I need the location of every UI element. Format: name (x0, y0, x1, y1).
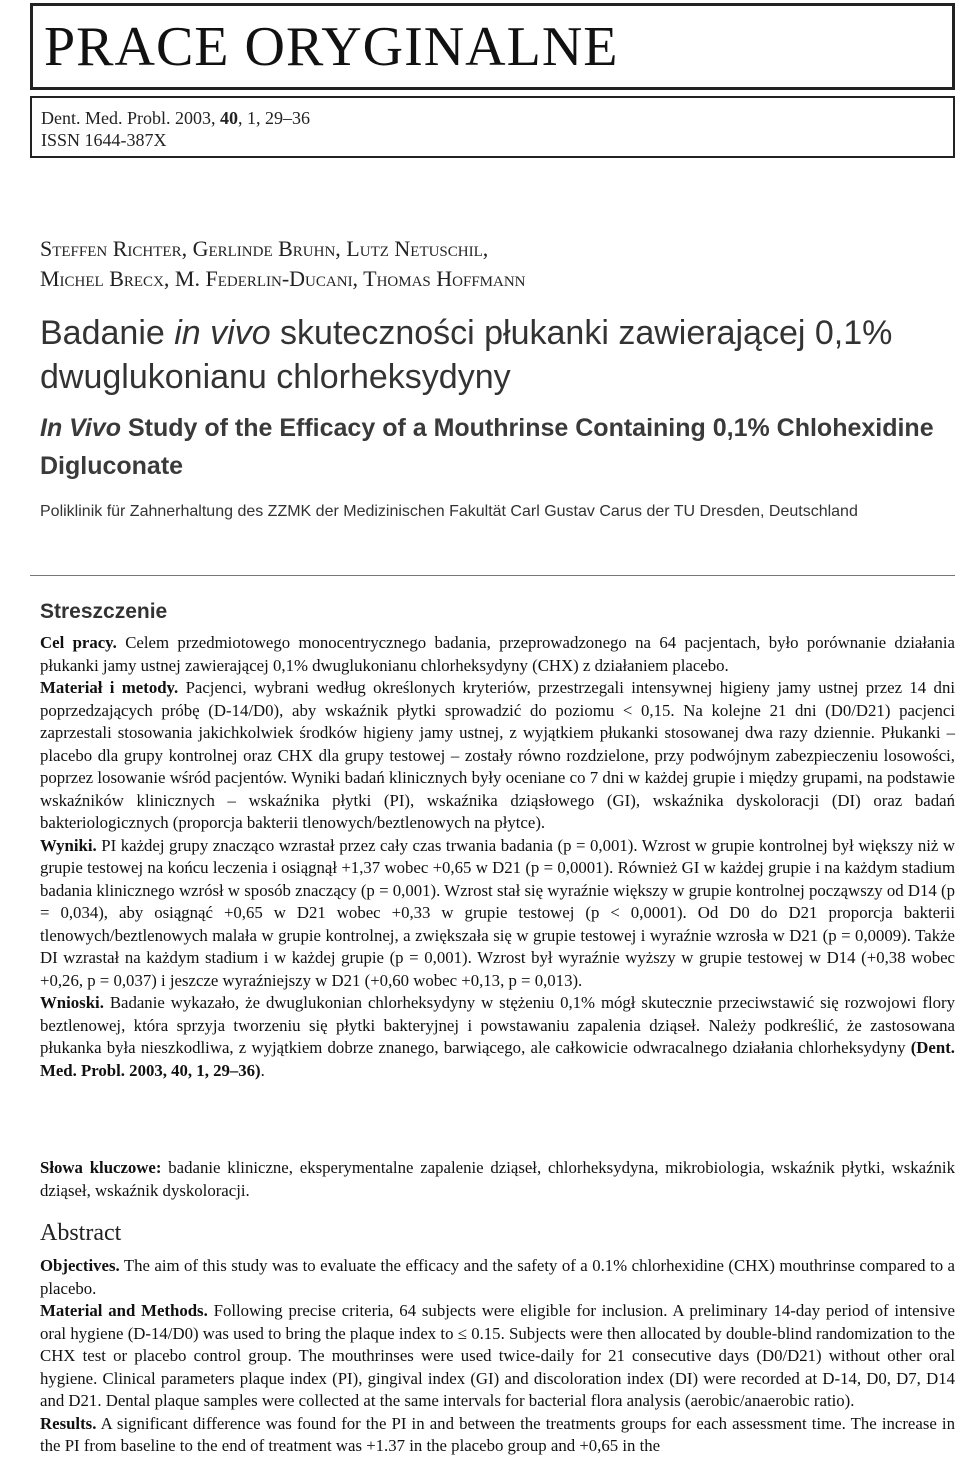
author-list (40, 234, 526, 294)
less-equal-symbol: ≤ (457, 1323, 467, 1343)
journal-issn: ISSN 1644-387X (41, 130, 167, 150)
section-title: PRACE ORYGINALNE (44, 16, 619, 78)
divider-rule (30, 575, 955, 576)
text-results: A significant difference was found for the PI in and between the treatments groups for each assessment time. The increase in the PI from baseline to the end of treatment was +1.37 in the placebo group and +0,65 in the (40, 1413, 955, 1455)
text-methods-after: 0.15. Subjects were then allocated by double-blind randomization to the CHX test or placebo control group. The mouthrinses were used twice-daily for 21 consecutive days (D0/D21) without other oral hygiene. Clinical parameters plaque index (PI), gingival index (GI) and discoloration index (DI) were recorded at D-14, D0, D7, D14 and D21. Dental plaque samples were collected at the same intervals for bacterial flora analysis (aerobic/anaerobic ratio). (40, 1323, 955, 1410)
citation-suffix: , 1, 29–36 (238, 108, 310, 128)
paragraph-cel (40, 632, 955, 677)
paragraph-wyniki (40, 835, 955, 993)
title-en-rest: Study of the Efficacy of a Mouthrinse Containing 0,1% Chlohexidine Digluconate (40, 414, 934, 480)
label-keywords: Słowa kluczowe: (40, 1158, 162, 1177)
label-objectives: Objectives. (40, 1256, 120, 1275)
label-material: Materiał i metody. (40, 678, 179, 697)
article-title-polish (40, 311, 940, 399)
text-material: Pacjenci, wybrani według określonych kryteriów, przestrzegali intensywnej higieny jamy ustnej przez 14 dni poprzedzających próbę (D-14/D0), aby wskaźnik płytki sprowadzić do poziomu < 0,15. Na kolejne 21 dni (D0/D21) pacjenci zaprzestali stosowania jakichkolwiek środków higieny jamy ustnej, z wyjątkiem płukanki stosowanej dwa razy dziennie. Płukanki – placebo dla grupy kontrolnej oraz CHX dla grupy testowej – zostały równo rozdzielone, przy podwójnym zabezpieczeniu losowości, poprzez losowanie wśród pacjentów. Wyniki badań klinicznych były oceniane co 7 dni w każdej grupie i między grupami, na podstawie wskaźników klinicznych – wskaźnika płytki (PI), wskaźnika dziąsłowego (GI), wskaźnika dyskoloracji (DI) oraz badań bakteriologicznych (proporcja bakterii tlenowych/beztlenowych na płytce). (40, 678, 956, 832)
text-objectives: The aim of this study was to evaluate the efficacy and the safety of a 0.1% chlorhexidine (CHX) mouthrinse compared to a placebo. (40, 1256, 955, 1298)
text-methods-before: Following precise criteria, 64 subjects were eligible for inclusion. A preliminary 14-day period of intensive oral hygiene (D-14/D0) was used to bring the plaque index to (40, 1301, 955, 1343)
label-cel: Cel pracy. (40, 633, 117, 652)
author-line-1: Steffen Richter, Gerlinde Bruhn, Lutz Netuschil, (40, 236, 489, 261)
journal-citation (41, 107, 310, 129)
streszczenie-heading: Streszczenie (40, 600, 168, 623)
title-pl-italic: in vivo (174, 314, 271, 352)
section-header-box (30, 3, 955, 90)
paragraph-results (40, 1413, 955, 1458)
abstract-body (40, 1255, 955, 1458)
text-keywords: badanie kliniczne, eksperymentalne zapalenie dziąseł, chlorheksydyna, mikrobiologia, wskaźnik płytki, wskaźnik dziąseł, wskaźnik dyskoloracji. (40, 1158, 955, 1200)
label-wnioski: Wnioski. (40, 993, 104, 1012)
paragraph-material (40, 677, 955, 835)
author-line-2: Michel Brecx, M. Federlin-Ducani, Thomas Hoffmann (40, 266, 526, 291)
text-cel: Celem przedmiotowego monocentrycznego badania, przeprowadzonego na 64 pacjentach, było porównanie działania płukanki jamy ustnej zawierającej 0,1% dwuglukonianu chlorheksydyny (CHX) z działaniem placebo. (40, 633, 955, 675)
title-pl-part2: skuteczności płukanki zawierającej 0,1% dwuglukonianu chlorheksydyny (40, 314, 893, 396)
title-pl-part1: Badanie (40, 314, 175, 352)
article-title-english (40, 409, 940, 485)
abstract-heading: Abstract (40, 1220, 122, 1246)
text-wnioski-end: . (260, 1060, 265, 1080)
affiliation: Poliklinik für Zahnerhaltung des ZZMK der Medizinischen Fakultät Carl Gustav Carus der TU Dresden, Deutschland (40, 503, 858, 520)
journal-info-box (30, 96, 955, 158)
label-methods: Material and Methods. (40, 1301, 208, 1320)
label-results: Results. (40, 1413, 97, 1433)
paragraph-wnioski (40, 992, 955, 1082)
paragraph-objectives (40, 1255, 955, 1300)
title-en-italic: In Vivo (40, 414, 122, 442)
citation-prefix: Dent. Med. Probl. 2003, (41, 108, 220, 128)
text-wyniki: PI każdej grupy znacząco wzrastał przez cały czas trwania badania (p = 0,001). Wzrost w grupie kontrolnej był większy niż w grupie testowej na końcu leczenia i osiągnął +1,37 wobec +0,65 w D21 (p = 0,0001). Również GI w każdej grupie i na każdym stadium badania klinicznego wzrósł w sposób znaczący (p = 0,001). Wzrost stał się wyraźnie większy w grupie kontrolnej począwszy od D14 (p = 0,034), aby osiągnąć +0,65 w D21 wobec +0,33 w grupie testowej (p < 0,0001). Od D0 do D21 proporcja bakterii tlenowych/beztlenowych malała w grupie kontrolnej, a zwiększała się w grupie testowej i wyraźnie wzrosła w D21 (p = 0,0009). Także DI wzrastał na każdym stadium i w każdej grupie (p = 0,001). Wzrost był wyraźnie wyższy w grupie testowej w D14 (+0,38 wobec +0,26, p = 0,037) i jeszcze wyraźniejszy w D21 (+0,60 wobec +0,13, p = 0,013). (40, 835, 955, 990)
text-wnioski: Badanie wykazało, że dwuglukonian chlorheksydyny w stężeniu 0,1% mógł skutecznie przeciwstawić się rozwojowi flory beztlenowej, która sprzyja tworzeniu się płytki bakteryjnej i powstawaniu zapalenia dziąseł. Należy podkreślić, że zastosowana płukanka była nieszkodliwa, z wyjątkiem dobrze znanego, barwiącego, ale całkowicie odwracalnego działania chlorheksydyny (40, 993, 955, 1057)
citation-wnioski: (Dent. Med. Probl. 2003, 40, 1, 29–36) (40, 1038, 955, 1080)
label-wyniki: Wyniki. (40, 835, 97, 855)
paragraph-methods (40, 1300, 955, 1413)
journal-volume: 40 (220, 108, 238, 128)
streszczenie-body (40, 632, 955, 1082)
keywords-paragraph (40, 1157, 955, 1202)
